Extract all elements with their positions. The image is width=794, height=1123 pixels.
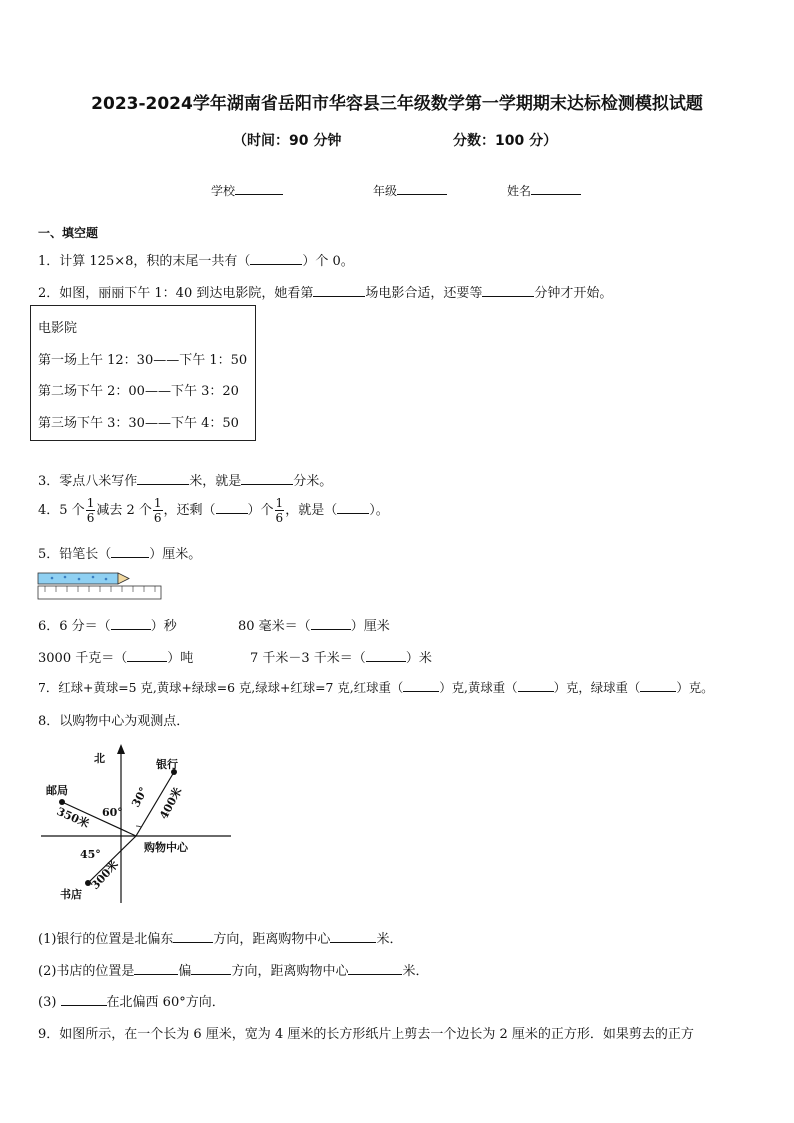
grade-field[interactable]: 年级 bbox=[373, 182, 447, 199]
name-field[interactable]: 姓名 bbox=[507, 182, 581, 199]
answer-blank[interactable] bbox=[311, 617, 351, 630]
question-1: 1．计算 125×8，积的末尾一共有（ ）个 0。 bbox=[38, 254, 354, 269]
angle-30-label: 30° bbox=[129, 784, 151, 810]
question-8-1: (1)银行的位置是北偏东 方向，距离购物中心 米． bbox=[38, 932, 403, 947]
answer-blank[interactable] bbox=[330, 930, 376, 943]
distance-300-label: 300米 bbox=[88, 858, 121, 893]
pencil-tip bbox=[118, 573, 129, 584]
fraction: $\frac{1}{6}$ bbox=[153, 496, 162, 525]
answer-blank[interactable] bbox=[348, 962, 402, 975]
distance-350-label: 350米 bbox=[54, 804, 92, 831]
question-8-3: (3) 在北偏西 60°方向． bbox=[38, 995, 225, 1010]
question-8-2: (2)书店的位置是 偏 方向，距离购物中心 米． bbox=[38, 964, 429, 979]
answer-blank[interactable] bbox=[111, 545, 149, 558]
schedule-1: 第一场上午 12：30——下午 1：50 bbox=[38, 353, 248, 368]
answer-blank[interactable] bbox=[61, 993, 107, 1006]
distance-400-label: 400米 bbox=[157, 785, 185, 822]
answer-blank[interactable] bbox=[337, 501, 369, 514]
angle-45-label: 45° bbox=[80, 848, 101, 861]
bank-label: 银行 bbox=[156, 758, 178, 771]
ruler bbox=[38, 586, 161, 599]
schedule-3: 第三场下午 3：30——下午 4：50 bbox=[38, 416, 239, 431]
question-9: 9．如图所示，在一个长为 6 厘米，宽为 4 厘米的长方形纸片上剪去一个边长为 2 厘米的正方形．如果剪去的正方 bbox=[38, 1027, 694, 1042]
answer-blank[interactable] bbox=[216, 501, 248, 514]
answer-blank[interactable] bbox=[403, 679, 439, 692]
direction-diagram bbox=[36, 738, 236, 908]
answer-blank[interactable] bbox=[366, 649, 406, 662]
exam-time: （时间：90 分钟 bbox=[233, 133, 342, 149]
cinema-schedule-box bbox=[30, 305, 256, 441]
center-label: 购物中心 bbox=[144, 841, 188, 854]
answer-blank[interactable] bbox=[313, 284, 365, 297]
answer-blank[interactable] bbox=[191, 962, 231, 975]
schedule-2: 第二场下午 2：00——下午 3：20 bbox=[38, 384, 239, 399]
answer-blank[interactable] bbox=[111, 617, 151, 630]
answer-blank[interactable] bbox=[250, 252, 302, 265]
question-8: 8．以购物中心为观测点． bbox=[38, 714, 190, 729]
answer-blank[interactable] bbox=[127, 649, 167, 662]
fraction: $\frac{1}{6}$ bbox=[275, 496, 284, 525]
question-6-part-4: 7 千米－3 千米＝（ ）米 bbox=[250, 651, 432, 666]
exam-score: 分数：100 分） bbox=[453, 133, 558, 149]
question-3: 3．零点八米写作 米，就是 分米。 bbox=[38, 474, 333, 489]
question-7: 7．红球+黄球=5 克,黄球+绿球=6 克,绿球+红球=7 克,红球重（ ）克,黄球重（ ）克，绿球重（ ）克。 bbox=[38, 680, 714, 695]
question-2: 2．如图，丽丽下午 1：40 到达电影院，她看第 场电影合适，还要等 分钟才开始。 bbox=[38, 286, 613, 301]
answer-blank[interactable] bbox=[640, 679, 676, 692]
question-6-row-1: 6．6 分＝（ ）秒 bbox=[38, 619, 177, 634]
fraction: $\frac{1}{6}$ bbox=[86, 496, 95, 525]
answer-blank[interactable] bbox=[137, 472, 189, 485]
answer-blank[interactable] bbox=[134, 962, 178, 975]
page-title: 2023-2024学年湖南省岳阳市华容县三年级数学第一学期期末达标检测模拟试题 bbox=[91, 94, 703, 114]
store-label: 书店 bbox=[60, 888, 82, 901]
answer-blank[interactable] bbox=[482, 284, 534, 297]
section-heading: 一、填空题 bbox=[38, 226, 99, 240]
question-6-part-2: 80 毫米＝（ ）厘米 bbox=[238, 619, 390, 634]
answer-blank[interactable] bbox=[518, 679, 554, 692]
angle-60-label: 60° bbox=[102, 806, 123, 819]
cinema-title: 电影院 bbox=[38, 321, 78, 336]
north-arrow-icon bbox=[117, 744, 125, 754]
answer-blank[interactable] bbox=[173, 930, 213, 943]
question-4: 4．5 个 $\frac{1}{6}$ 减去 2 个 $\frac{1}{6}$ ，还剩（ ）个 $\frac{1}{6}$ ，就是（ ）。 bbox=[38, 496, 389, 525]
question-5: 5．铅笔长（ ）厘米。 bbox=[38, 547, 202, 562]
answer-blank[interactable] bbox=[241, 472, 293, 485]
pencil-ruler-image bbox=[37, 572, 163, 602]
question-6-row-2: 3000 千克＝（ ）吨 bbox=[38, 651, 194, 666]
post-label: 邮局 bbox=[46, 784, 68, 797]
north-label: 北 bbox=[94, 752, 105, 765]
school-field[interactable]: 学校 bbox=[211, 182, 283, 199]
